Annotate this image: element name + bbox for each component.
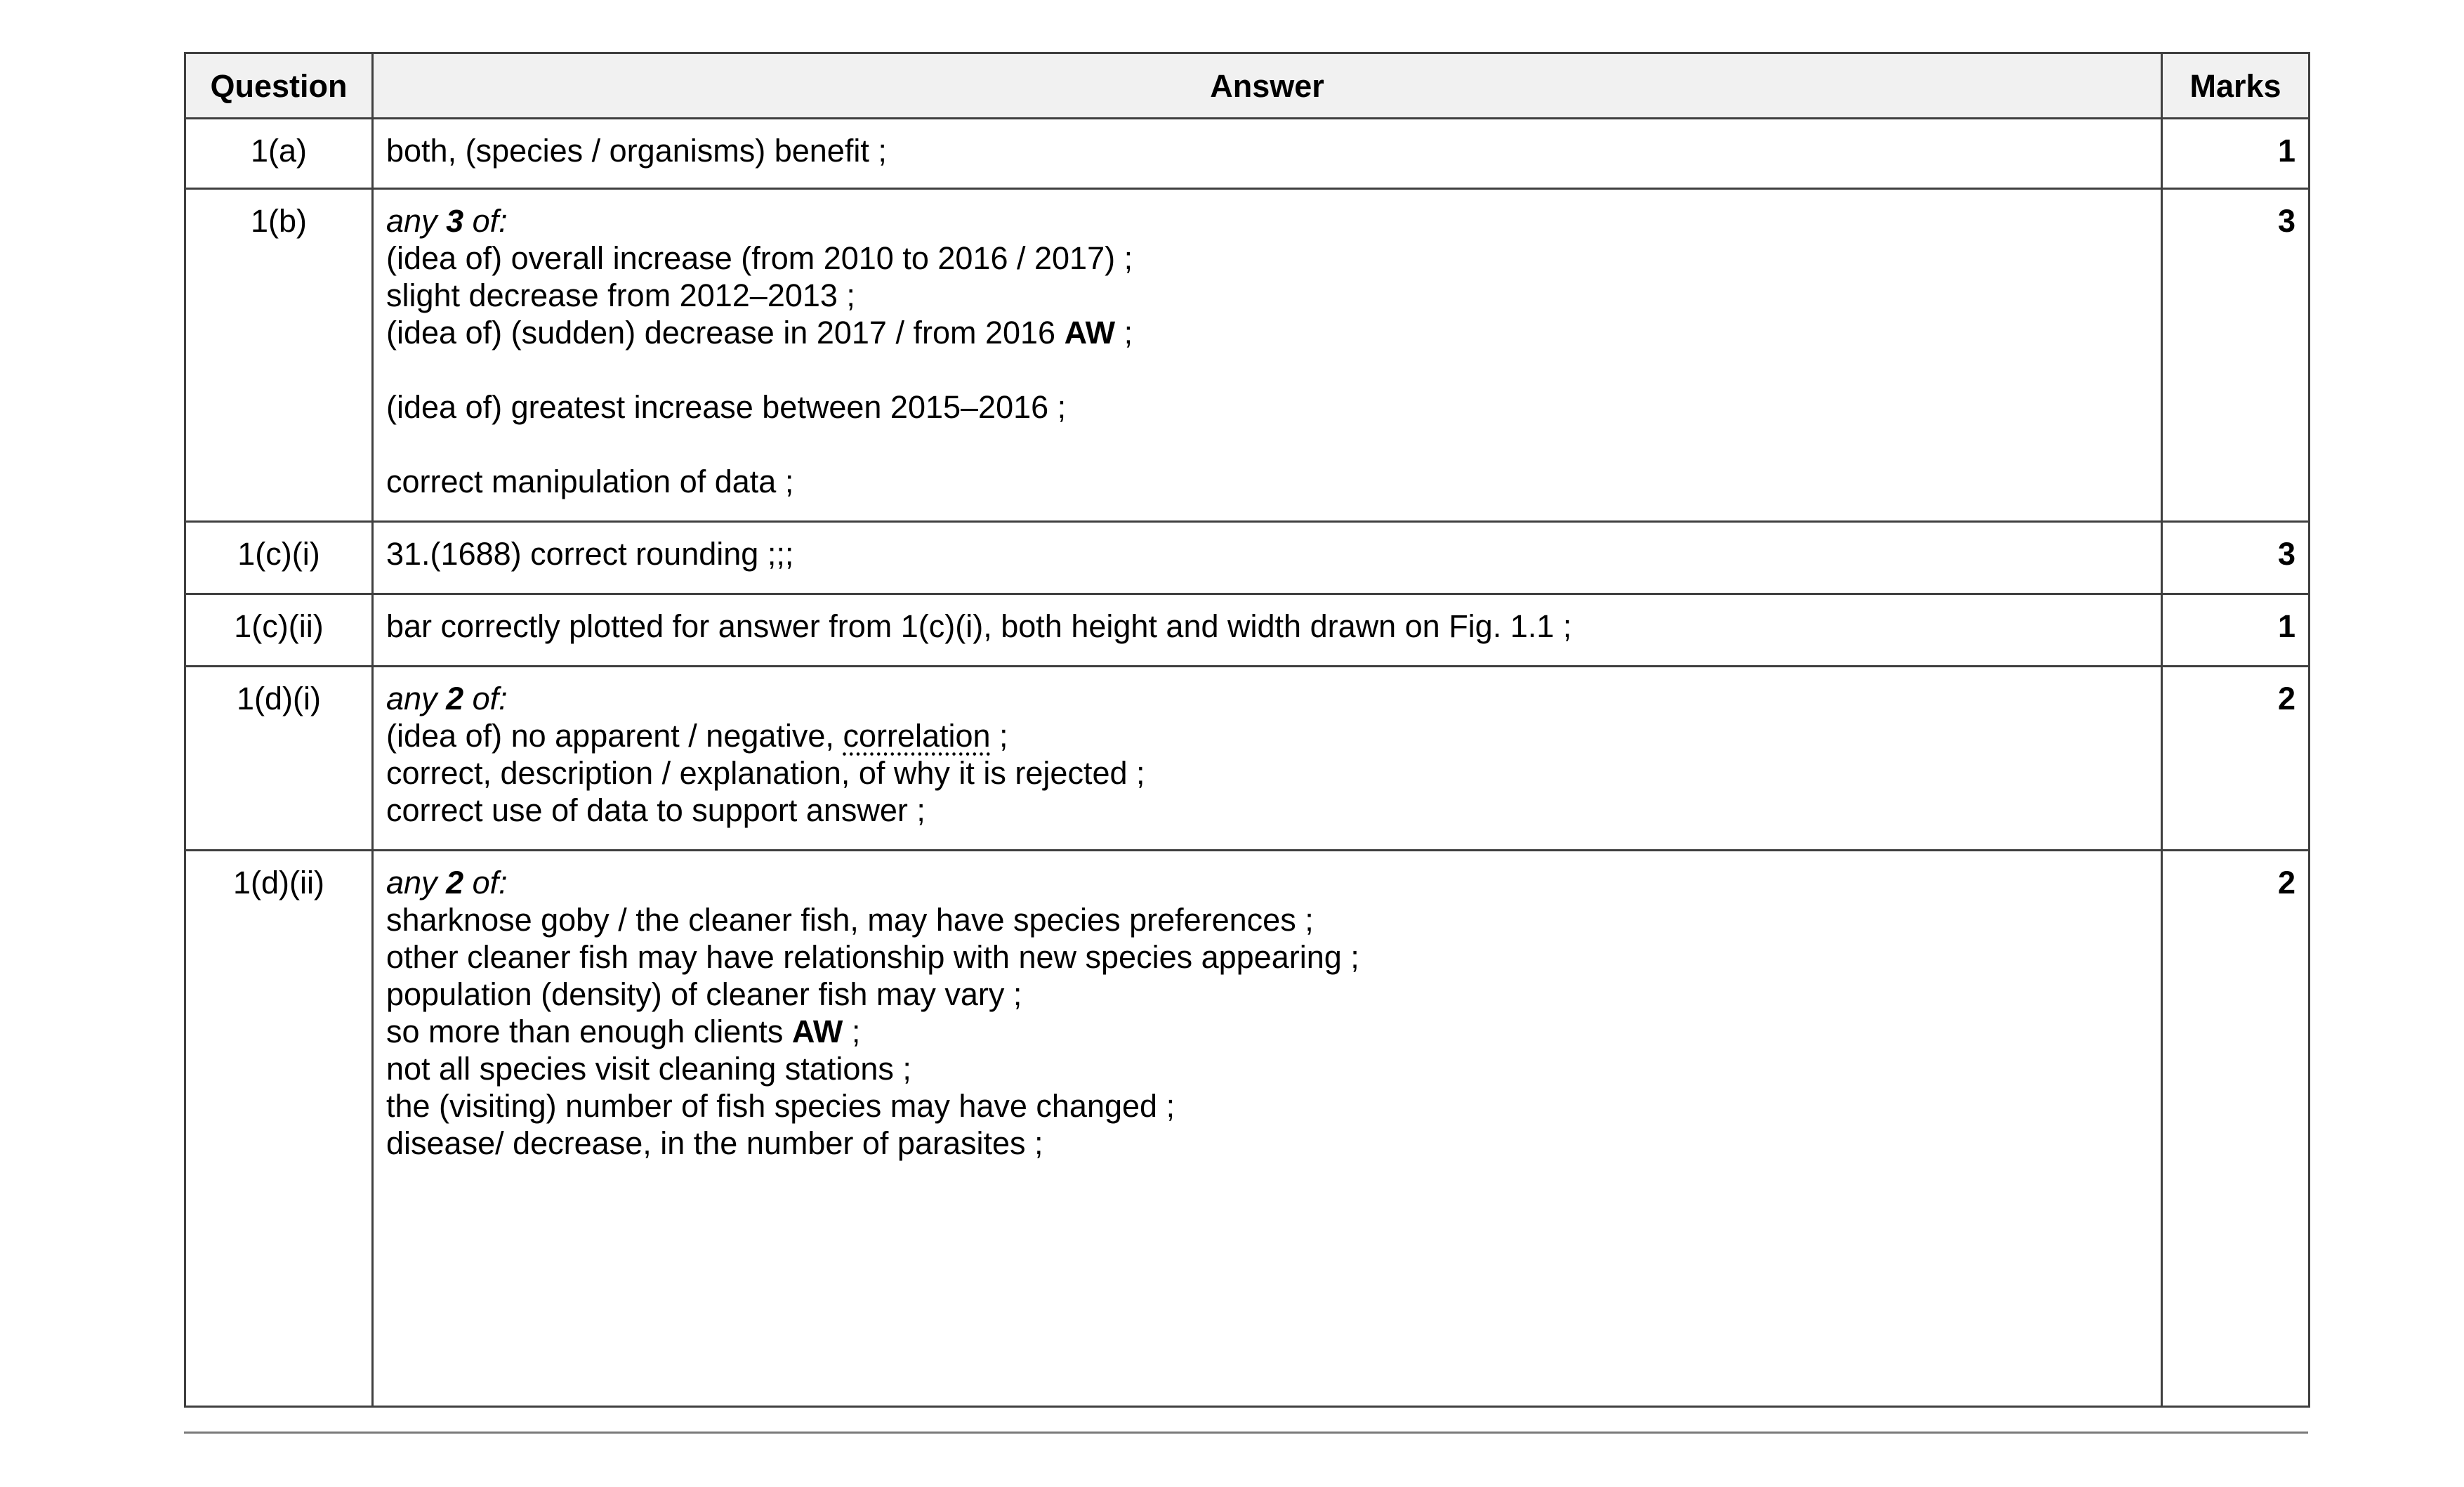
paragraph-gap: [386, 351, 2148, 388]
answer-text: ;: [843, 1014, 861, 1049]
marks-cell: 1: [2162, 119, 2310, 189]
answer-line: [386, 901, 2148, 938]
answer-text: 31.(1688) correct rounding ;;;: [386, 536, 794, 572]
answer-text: both, (species / organisms) benefit ;: [386, 133, 887, 169]
answer-text: AW: [1064, 315, 1116, 351]
answer-text: (idea of) no apparent / negative,: [386, 718, 843, 754]
answer-text: bar correctly plotted for answer from 1(c)(i), both height and width drawn on Fig. 1.1 ;: [386, 608, 1572, 644]
question-cell: 1(c)(i): [185, 522, 373, 594]
answer-text: any: [386, 203, 447, 239]
answer-text: 2: [446, 681, 464, 716]
answer-text: ;: [990, 718, 1008, 754]
question-cell: 1(c)(ii): [185, 594, 373, 667]
answer-text: 2: [446, 865, 464, 900]
answer-line: [386, 1125, 2148, 1162]
answer-cell: [373, 594, 2162, 667]
answer-text: disease/ decrease, in the number of parasites ;: [386, 1125, 1043, 1161]
answer-text: of:: [463, 681, 508, 716]
answer-line: [386, 1050, 2148, 1087]
answer-text: any: [386, 681, 447, 716]
answer-line: [386, 240, 2148, 277]
answer-line: [386, 938, 2148, 976]
header-row: [185, 53, 2310, 119]
answer-text: correct, description / explanation, of why it is rejected ;: [386, 755, 1145, 791]
paragraph-gap: [386, 426, 2148, 463]
answer-text: other cleaner fish may have relationship with new species appearing ;: [386, 939, 1359, 975]
answer-line: [386, 202, 2148, 240]
answer-text: so more than enough clients: [386, 1014, 792, 1049]
answer-line: [386, 535, 2148, 572]
table-row: [185, 119, 2310, 189]
mark-scheme-table: [184, 52, 2310, 1408]
answer-text: correct manipulation of data ;: [386, 464, 794, 499]
answer-text: (idea of) (sudden) decrease in 2017 / from 2016: [386, 315, 1065, 351]
answer-text: 3: [446, 203, 464, 239]
marks-cell: 2: [2162, 667, 2310, 851]
marks-cell: 1: [2162, 594, 2310, 667]
answer-text: (idea of) overall increase (from 2010 to 2016 / 2017) ;: [386, 240, 1133, 276]
answer-column-header: Answer: [373, 53, 2162, 119]
question-cell: 1(d)(ii): [185, 851, 373, 1407]
answer-line: [386, 277, 2148, 314]
answer-line: [386, 864, 2148, 901]
question-column-header: Question: [185, 53, 373, 119]
answer-line: [386, 132, 2148, 169]
answer-cell: [373, 119, 2162, 189]
answer-text: any: [386, 865, 447, 900]
marks-column-header: Marks: [2162, 53, 2310, 119]
question-cell: 1(a): [185, 119, 373, 189]
answer-text: (idea of) greatest increase between 2015–2016 ;: [386, 389, 1067, 425]
answer-line: [386, 1087, 2148, 1125]
answer-cell: [373, 522, 2162, 594]
answer-text: of:: [463, 865, 508, 900]
answer-line: [386, 754, 2148, 792]
answer-text: correct use of data to support answer ;: [386, 792, 925, 828]
answer-text: not all species visit cleaning stations ;: [386, 1051, 911, 1087]
answer-line: [386, 608, 2148, 645]
answer-text: sharknose goby / the cleaner fish, may have species preferences ;: [386, 902, 1314, 938]
answer-text: of:: [463, 203, 508, 239]
question-cell: 1(b): [185, 189, 373, 522]
answer-text: ;: [1115, 315, 1133, 351]
answer-cell: [373, 851, 2162, 1407]
answer-text: slight decrease from 2012–2013 ;: [386, 277, 855, 313]
answer-text: population (density) of cleaner fish may vary ;: [386, 976, 1022, 1012]
answer-line: [386, 314, 2148, 351]
answer-line: [386, 792, 2148, 829]
answer-line: [386, 976, 2148, 1013]
answer-line: [386, 463, 2148, 500]
question-cell: 1(d)(i): [185, 667, 373, 851]
table-row: [185, 594, 2310, 667]
table-row: [185, 667, 2310, 851]
answer-cell: [373, 189, 2162, 522]
answer-text: correlation: [843, 718, 991, 754]
table-row: [185, 189, 2310, 522]
marks-cell: 3: [2162, 522, 2310, 594]
marks-cell: 2: [2162, 851, 2310, 1407]
table-row: [185, 522, 2310, 594]
footer-divider: [184, 1432, 2308, 1434]
table-row: [185, 851, 2310, 1407]
answer-text: the (visiting) number of fish species may have changed ;: [386, 1088, 1175, 1124]
answer-text: AW: [791, 1014, 843, 1049]
marks-cell: 3: [2162, 189, 2310, 522]
answer-line: [386, 388, 2148, 426]
table-body: [185, 119, 2310, 1407]
answer-cell: [373, 667, 2162, 851]
answer-line: [386, 1013, 2148, 1050]
answer-line: [386, 717, 2148, 754]
answer-line: [386, 680, 2148, 717]
